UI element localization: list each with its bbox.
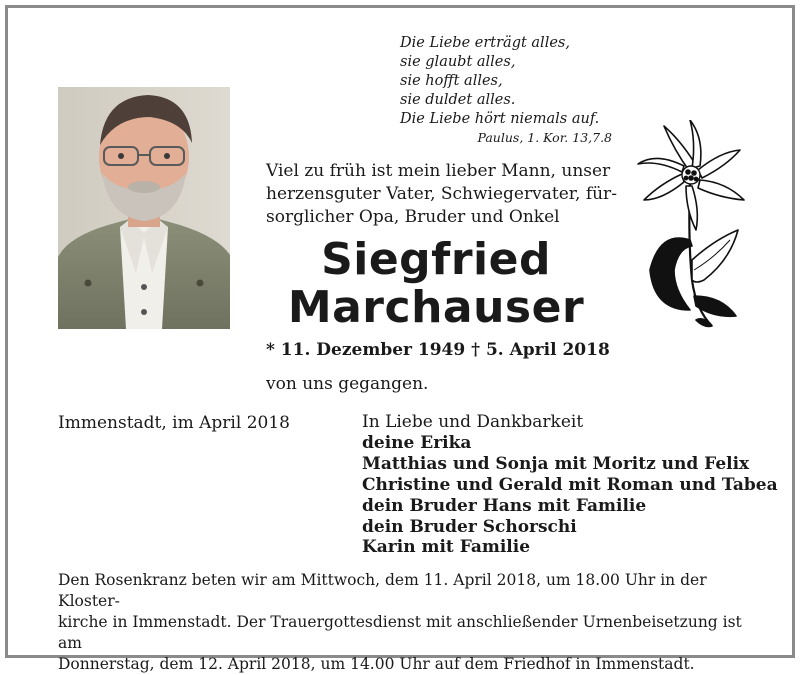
family-member: Matthias und Sonja mit Moritz und Felix [362,453,750,474]
first-name: Siegfried [321,234,551,285]
life-dates: * 11. Dezember 1949 † 5. April 2018 [266,340,610,360]
family-member: dein Bruder Hans mit Familie [362,495,647,516]
quote-line: Die Liebe hört niemals auf. [400,111,600,127]
quote-line: sie duldet alles. [400,92,516,108]
service-notice [58,570,748,675]
portrait-photo-image [58,87,230,329]
footer-line: Den Rosenkranz beten wir am Mittwoch, dem 11. April 2018, um 18.00 Uhr in der Kloster- [58,571,707,610]
family-member: Christine und Gerald mit Roman und Tabea [362,474,778,495]
quote-source: Paulus, 1. Kor. 13,7.8 [477,130,612,145]
last-name: Marchauser [287,282,585,333]
intro-text [266,160,626,229]
family-member: dein Bruder Schorschi [362,516,577,537]
bible-quote [400,34,620,147]
edelweiss-icon [634,120,750,332]
quote-line: sie glaubt alles, [400,54,516,70]
portrait-photo [58,87,230,329]
family-heading: In Liebe und Dankbarkeit [362,412,584,432]
family-member: deine Erika [362,432,472,453]
footer-line: Donnerstag, dem 12. April 2018, um 14.00 Uhr auf dem Friedhof in Immenstadt. [58,655,695,673]
quote-line: sie hofft alles, [400,73,503,89]
family-member: Karin mit Familie [362,537,531,558]
family-block [362,412,782,558]
deceased-name [246,236,626,332]
intro-line: herzensguter Vater, Schwiegervater, für- [266,184,617,204]
intro-line: sorglicher Opa, Bruder und Onkel [266,207,560,227]
quote-line: Die Liebe erträgt alles, [400,35,570,51]
intro-line: Viel zu früh ist mein lieber Mann, unser [266,161,611,181]
footer-line: kirche in Immenstadt. Der Trauergottesdienst mit anschließender Urnenbeisetzung ist am [58,613,742,652]
passed-text: von uns gegangen. [266,374,429,394]
place-date: Immenstadt, im April 2018 [58,413,290,433]
